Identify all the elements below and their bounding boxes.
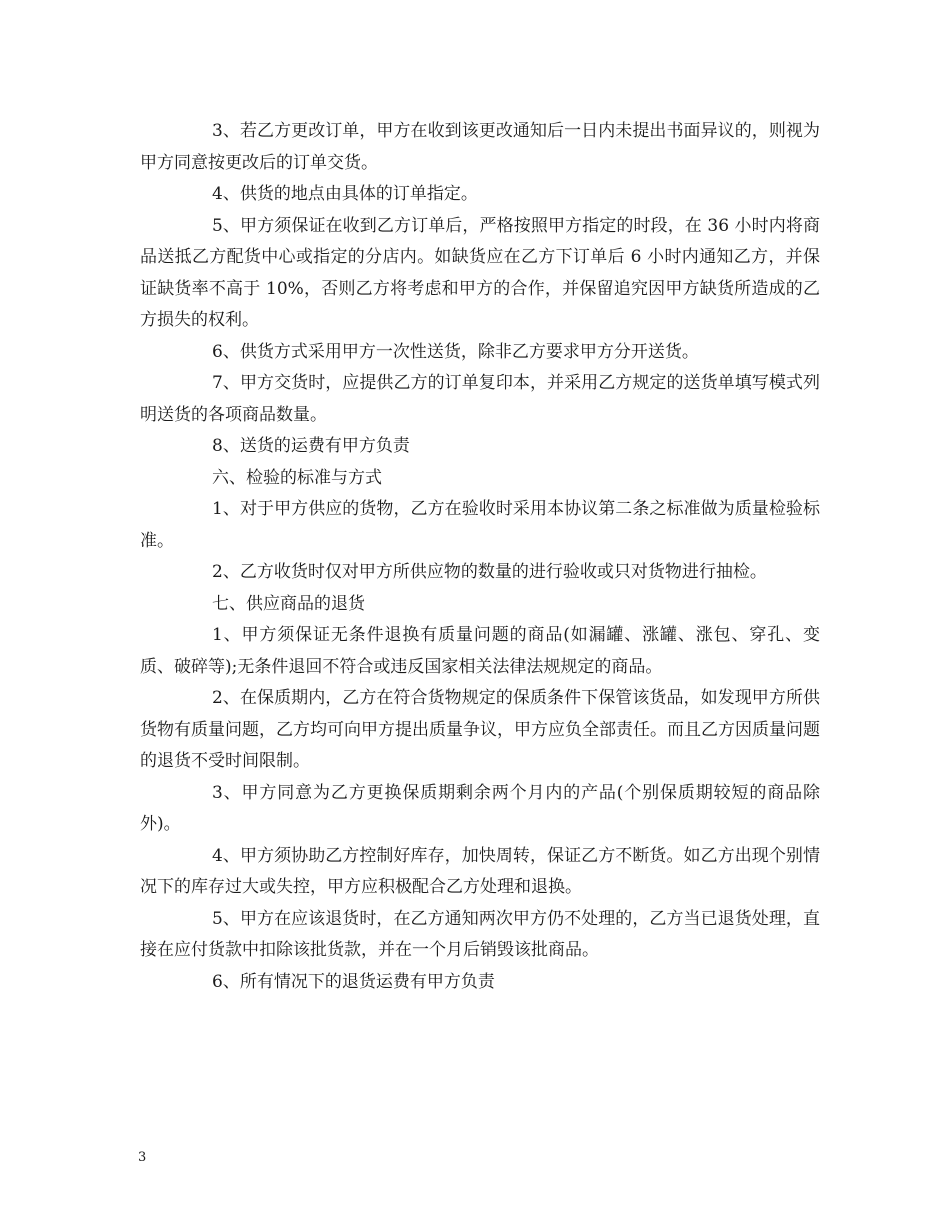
paragraph-inspection-standard: 1、对于甲方供应的货物，乙方在验收时采用本协议第二条之标准做为质量检验标准。 — [140, 499, 820, 551]
paragraph-order-change: 3、若乙方更改订单，甲方在收到该更改通知后一日内未提出书面异议的，则视为甲方同意按更改后的订单交货。 — [140, 121, 820, 173]
paragraph-freight: 8、送货的运费有甲方负责 — [212, 436, 410, 456]
paragraph-delivery-method: 6、供货方式采用甲方一次性送货，除非乙方要求甲方分开送货。 — [212, 341, 699, 362]
paragraph-return-shelf-life: 2、在保质期内，乙方在符合货物规定的保质条件下保管该货品，如发现甲方所供货物有质量问题，乙方均可向甲方提出质量争议，甲方应负全部责任。而且乙方因质量问题的退货不受时间限制。 — [140, 688, 820, 771]
page-number: 3 — [138, 1150, 147, 1165]
paragraph-return-expiring: 3、甲方同意为乙方更换保质期剩余两个月内的产品(个别保质期较短的商品除外)。 — [140, 782, 820, 834]
paragraph-return-quality: 1、甲方须保证无条件退换有质量问题的商品(如漏罐、涨罐、涨包、穿孔、变质、破碎等);无条件退回不符合或违反国家相关法律法规规定的商品。 — [140, 625, 820, 677]
paragraph-delivery-location: 4、供货的地点由具体的订单指定。 — [212, 184, 478, 204]
paragraph-return-freight: 6、所有情况下的退货运费有甲方负责 — [212, 971, 495, 992]
paragraph-delivery-documents: 7、甲方交货时，应提供乙方的订单复印本，并采用乙方规定的送货单填写模式列明送货的各项商品数量。 — [140, 373, 820, 425]
paragraph-inspection-method: 2、乙方收货时仅对甲方所供应物的数量的进行验收或只对货物进行抽检。 — [212, 562, 767, 582]
paragraph-return-handling: 5、甲方在应该退货时，在乙方通知两次甲方仍不处理的，乙方当已退货处理，直接在应付货款中扣除该批货款，并在一个月后销毁该批商品。 — [140, 908, 820, 960]
paragraph-delivery-timing: 5、甲方须保证在收到乙方订单后，严格按照甲方指定的时段，在 36 小时内将商品送抵乙方配货中心或指定的分店内。如缺货应在乙方下订单后 6 小时内通知乙方，并保证缺货率不高于 10%，否则乙方将考虑和甲方的合作，并保留追究因甲方缺货所造成的乙方损失的权利。 — [140, 215, 820, 330]
document-body — [140, 116, 820, 998]
section-heading-returns: 七、供应商品的退货 — [212, 593, 365, 614]
section-heading-inspection: 六、检验的标准与方式 — [212, 467, 382, 488]
paragraph-inventory-control: 4、甲方须协助乙方控制好库存，加快周转，保证乙方不断货。如乙方出现个别情况下的库存过大或失控，甲方应积极配合乙方处理和退换。 — [140, 845, 820, 897]
